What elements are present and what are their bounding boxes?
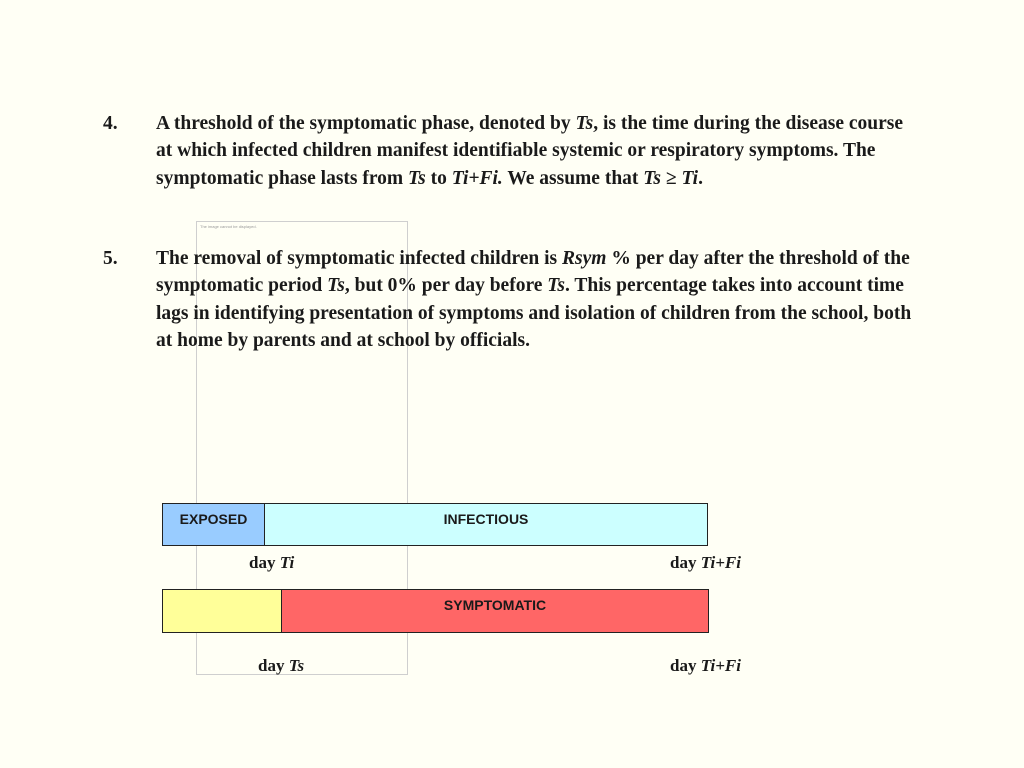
text-run: to: [425, 167, 452, 189]
text-run: , is the time during the disease course at which infected children manifest identifiable systemic or respiratory symptoms. The symptomatic phase lasts from: [156, 113, 903, 189]
text-run: We assume that: [502, 167, 644, 189]
day-variable: Ti+Fi: [700, 656, 741, 675]
day-ti-fi-label: [670, 553, 741, 573]
list-item-5: [103, 245, 913, 354]
italic-term: Ts: [643, 167, 661, 189]
infectious-segment: INFECTIOUS: [265, 504, 707, 545]
infection-timeline-bar: [162, 503, 708, 546]
day-prefix: day: [249, 553, 280, 572]
italic-term: Ti+Fi.: [451, 167, 503, 189]
day-ti-label: [249, 553, 294, 573]
text-run: , but 0% per day before: [344, 275, 548, 297]
text-run: The removal of symptomatic infected children is: [156, 248, 563, 269]
list-item-text: [156, 245, 913, 354]
day-ts-label: [258, 656, 304, 676]
presymptomatic-segment: [163, 590, 282, 632]
text-run: . This percentage takes into account time lags in identifying presentation of symptoms and isolation of children from the school, both at home by parents and at school by officials.: [156, 275, 912, 351]
symptomatic-segment: SYMPTOMATIC: [282, 590, 708, 632]
italic-term: Rsym: [562, 248, 607, 269]
day-prefix: day: [258, 656, 289, 675]
exposed-segment: EXPOSED: [163, 504, 265, 545]
italic-term: Ti: [681, 167, 699, 189]
text-run: .: [698, 167, 703, 189]
day-variable: Ti+Fi: [700, 553, 741, 572]
day-variable: Ti: [279, 553, 295, 572]
day-ti-fi-label: [670, 656, 741, 676]
day-prefix: day: [670, 656, 701, 675]
text-run: % per day after the threshold of the symptomatic period: [156, 248, 910, 297]
day-prefix: day: [670, 553, 701, 572]
text-run: A threshold of the symptomatic phase, denoted by: [156, 113, 576, 134]
italic-term: Ts: [327, 275, 345, 297]
list-item-number: 4.: [103, 113, 118, 134]
text-run: ≥: [665, 167, 677, 189]
symptom-timeline-bar: [162, 589, 709, 633]
italic-term: Ts: [408, 167, 426, 189]
list-item-text: [156, 110, 913, 192]
list-item-number: 5.: [103, 248, 118, 269]
broken-image-caption: The image cannot be displayed.: [200, 224, 257, 229]
day-variable: Ts: [288, 656, 305, 675]
italic-term: Ts: [575, 113, 594, 134]
italic-term: Ts: [547, 275, 566, 297]
list-item-4: [103, 110, 913, 192]
